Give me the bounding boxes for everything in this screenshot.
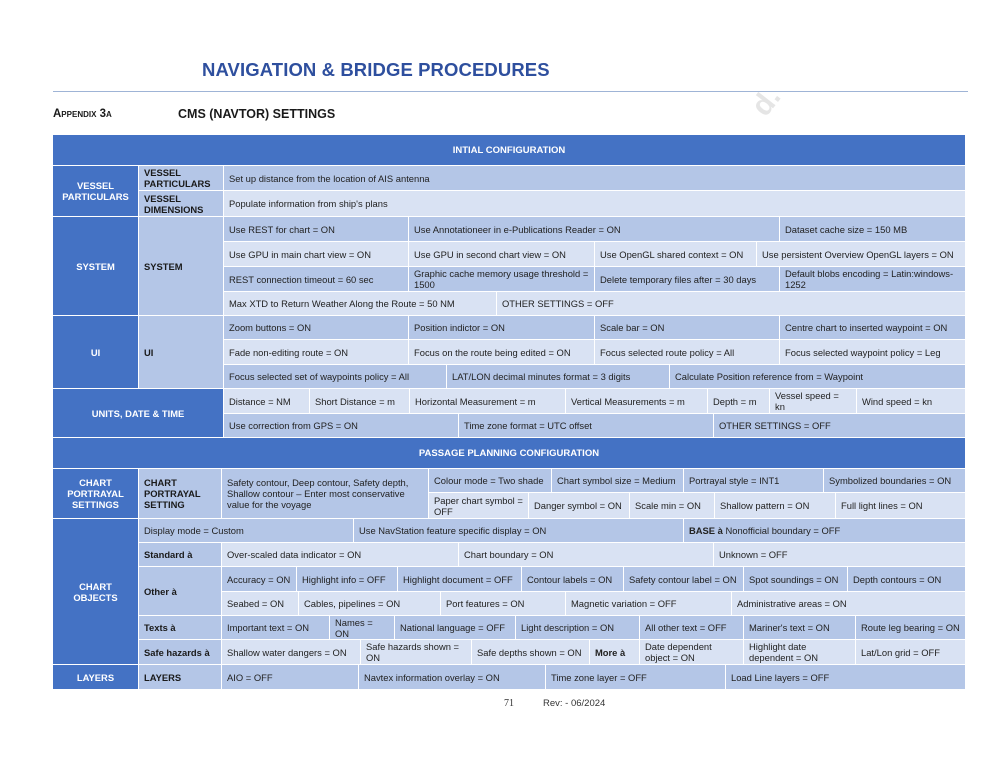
setting-cell: Use GPU in second chart view = ON [409,242,594,266]
setting-cell: Names = ON [330,616,394,639]
setting-cell: REST connection timeout = 60 sec [224,267,408,291]
band-passage-planning: PASSAGE PLANNING CONFIGURATION [53,438,965,468]
setting-cell: Short Distance = m [310,389,409,413]
setting-cell: Chart symbol size = Medium [552,469,683,492]
setting-cell: Focus selected route policy = All [595,340,779,364]
setting-contours: Safety contour, Deep contour, Safety depth, Shallow contour – Enter most conservative value for the voyage [222,469,428,518]
setting-cell: Contour labels = ON [522,567,623,591]
setting-cell: Default blobs encoding = Latin:windows-1252 [780,267,965,291]
base-prefix: BASE à [689,525,723,536]
setting-cell: Load Line layers = OFF [726,665,965,689]
setting-cell: Route leg bearing = ON [856,616,965,639]
setting-cell: Depth = m [708,389,769,413]
setting-cell: All other text = OFF [640,616,743,639]
setting-cell: Vertical Measurements = m [566,389,707,413]
setting-cell: Scale min = ON [630,493,714,518]
revision-label: Rev: - 06/2024 [543,698,606,709]
setting-cell: OTHER SETTINGS = OFF [714,414,965,437]
subcat-standard: Standard à [139,543,221,566]
category-chart-objects: CHART OBJECTS [53,519,138,664]
more-label: More à [590,640,639,664]
settings-table [53,135,965,689]
category-units-date-time: UNITS, DATE & TIME [53,389,223,437]
setting-base-boundary [684,519,965,542]
setting-cell: Use NavStation feature specific display = ON [354,519,683,542]
setting-cell: Depth contours = ON [848,567,965,591]
setting-cell: Symbolized boundaries = ON [824,469,965,492]
subcat-texts: Texts à [139,616,221,639]
setting-cell: Time zone layer = OFF [546,665,725,689]
setting-cell: Chart boundary = ON [459,543,713,566]
appendix-label: Appendix 3a [53,108,112,120]
setting-cell: Full light lines = ON [836,493,965,518]
subcat-chart-portrayal: CHART PORTRAYAL SETTING [139,469,221,518]
setting-cell: Light description = ON [516,616,639,639]
setting-cell: Lat/Lon grid = OFF [856,640,965,664]
setting-text: Nonofficial boundary = OFF [725,525,841,536]
setting-cell: Important text = ON [222,616,329,639]
setting-cell: Fade non-editing route = ON [224,340,408,364]
setting-cell: Safe depths shown = ON [472,640,589,664]
setting-cell: Time zone format = UTC offset [459,414,713,437]
setting-cell: Display mode = Custom [139,519,353,542]
subcat-layers: LAYERS [139,665,221,689]
setting-cell: Seabed = ON [222,592,298,615]
setting-cell: Distance = NM [224,389,309,413]
setting-cell: Shallow water dangers = ON [222,640,360,664]
subcat-other: Other à [139,567,221,615]
setting-cell: Use OpenGL shared context = ON [595,242,756,266]
setting-cell: Highlight document = OFF [398,567,521,591]
setting-cell: Centre chart to inserted waypoint = ON [780,316,965,339]
setting-cell: Vessel speed = kn [770,389,856,413]
setting-cell: Highlight date dependent = ON [744,640,855,664]
setting-cell: Dataset cache size = 150 MB [780,217,965,241]
setting-cell: Administrative areas = ON [732,592,965,615]
setting-cell: Danger symbol = ON [529,493,629,518]
setting-cell: Zoom buttons = ON [224,316,408,339]
category-chart-portrayal: CHART PORTRAYAL SETTINGS [53,469,138,518]
setting-cell: Horizontal Measurement = m [410,389,565,413]
setting-cell: Highlight info = OFF [297,567,397,591]
setting-cell: Cables, pipelines = ON [299,592,440,615]
setting-cell: Port features = ON [441,592,565,615]
setting-cell: Use Annotationeer in e-Publications Reader = ON [409,217,779,241]
setting-cell: Shallow pattern = ON [715,493,835,518]
subcat-safe-hazards: Safe hazards à [139,640,221,664]
setting-cell: Safety contour label = ON [624,567,743,591]
page-title: NAVIGATION & BRIDGE PROCEDURES [202,59,550,80]
setting-cell: Use persistent Overview OpenGL layers = ON [757,242,965,266]
setting-cell: Unknown = OFF [714,543,965,566]
setting-cell: Mariner's text = ON [744,616,855,639]
watermark: d. [745,80,788,123]
setting-cell: Calculate Position reference from = Waypoint [670,365,965,388]
setting-cell: Delete temporary files after = 30 days [595,267,779,291]
title-divider [53,91,968,92]
setting-cell: Spot soundings = ON [744,567,847,591]
setting-cell: Magnetic variation = OFF [566,592,731,615]
band-initial-configuration: INTIAL CONFIGURATION [53,135,965,165]
setting-cell: Scale bar = ON [595,316,779,339]
section-title: CMS (NAVTOR) SETTINGS [178,107,336,121]
setting-cell: Date dependent object = ON [640,640,743,664]
category-ui: UI [53,316,138,388]
category-vessel-particulars: VESSEL PARTICULARS [53,166,138,216]
setting-cell: Over-scaled data indicator = ON [222,543,458,566]
setting-cell: AIO = OFF [222,665,358,689]
setting-cell: Position indictor = ON [409,316,594,339]
setting-cell: Use correction from GPS = ON [224,414,458,437]
setting-cell: Graphic cache memory usage threshold = 1500 [409,267,594,291]
setting-cell: Navtex information overlay = ON [359,665,545,689]
category-system: SYSTEM [53,217,138,315]
setting-cell: Focus selected set of waypoints policy = All [224,365,446,388]
setting-cell: National language = OFF [395,616,515,639]
setting-cell: Colour mode = Two shade [429,469,551,492]
setting-cell: Use GPU in main chart view = ON [224,242,408,266]
setting-cell: Focus on the route being edited = ON [409,340,594,364]
category-layers: LAYERS [53,665,138,689]
subcat-system: SYSTEM [139,217,223,315]
setting-cell: Wind speed = kn [857,389,965,413]
page-number: 71 [504,698,514,709]
subcat-vessel-particulars: VESSEL PARTICULARS [139,166,223,190]
setting-cell: Portrayal style = INT1 [684,469,823,492]
setting-cell: Use REST for chart = ON [224,217,408,241]
setting-cell: Paper chart symbol = OFF [429,493,528,518]
subcat-vessel-dimensions: VESSEL DIMENSIONS [139,191,223,216]
vessel-antenna-setting: Set up distance from the location of AIS antenna [224,166,965,190]
setting-cell: LAT/LON decimal minutes format = 3 digits [447,365,669,388]
setting-cell: Max XTD to Return Weather Along the Route = 50 NM [224,292,496,315]
setting-cell: Safe hazards shown = ON [361,640,471,664]
subcat-ui: UI [139,316,223,388]
vessel-plans-setting: Populate information from ship's plans [224,191,965,216]
setting-cell: OTHER SETTINGS = OFF [497,292,965,315]
setting-cell: Accuracy = ON [222,567,296,591]
setting-cell: Focus selected waypoint policy = Leg [780,340,965,364]
